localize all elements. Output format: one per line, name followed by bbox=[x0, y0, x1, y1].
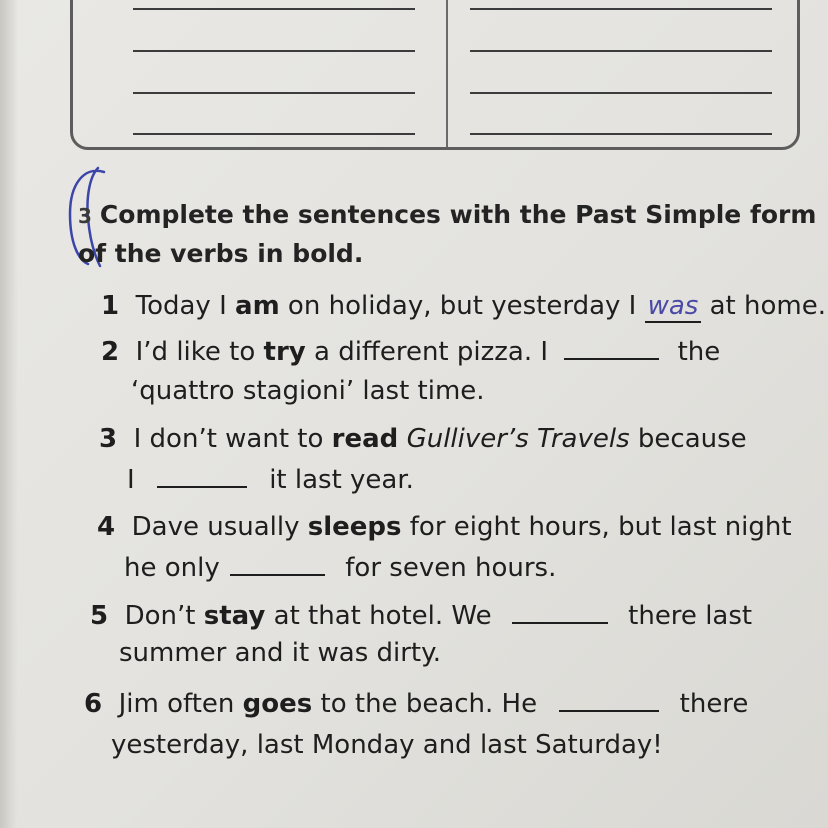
sentence-5-line-2: summer and it was dirty. bbox=[119, 638, 442, 668]
sentence-2-line-2: ‘quattro stagioni’ last time. bbox=[131, 376, 485, 406]
write-line[interactable] bbox=[470, 92, 772, 94]
bold-verb: am bbox=[235, 291, 280, 321]
sentence-number: 3 bbox=[99, 424, 118, 454]
sentence-number: 5 bbox=[90, 601, 109, 631]
answer-box bbox=[70, 0, 800, 150]
sentence-number: 4 bbox=[97, 512, 116, 542]
book-title: Gulliver’s Travels bbox=[406, 424, 630, 454]
write-line[interactable] bbox=[470, 50, 772, 52]
write-line[interactable] bbox=[133, 50, 415, 52]
bold-verb: sleeps bbox=[307, 512, 402, 542]
sentence-5: 5 Don’t stay at that hotel. We there last bbox=[90, 594, 752, 637]
handwritten-answer: was bbox=[647, 291, 699, 321]
sentence-number: 6 bbox=[84, 689, 103, 719]
sentence-2: 2 I’d like to try a different pizza. I the bbox=[101, 330, 720, 373]
sentence-3: 3 I don’t want to read Gulliver’s Travels because bbox=[99, 424, 747, 454]
answer-blank[interactable] bbox=[230, 546, 325, 576]
bold-verb: stay bbox=[203, 601, 266, 631]
write-line[interactable] bbox=[470, 133, 772, 135]
answer-blank[interactable] bbox=[645, 291, 702, 323]
instruction-line-2: of the verbs in bold. bbox=[78, 239, 364, 268]
sentence-6-line-2: yesterday, last Monday and last Saturday! bbox=[111, 730, 663, 760]
write-line[interactable] bbox=[133, 8, 415, 10]
book-spine-shadow bbox=[0, 0, 18, 828]
write-line[interactable] bbox=[470, 8, 772, 10]
exercise-instructions bbox=[78, 196, 816, 272]
answer-blank[interactable] bbox=[512, 594, 608, 624]
box-divider bbox=[446, 0, 448, 147]
instruction-line-1: Complete the sentences with the Past Simple form bbox=[99, 200, 817, 229]
answer-blank[interactable] bbox=[559, 682, 659, 712]
answer-blank[interactable] bbox=[157, 458, 247, 488]
sentence-4: 4 Dave usually sleeps for eight hours, but last night bbox=[97, 512, 792, 542]
sentence-6: 6 Jim often goes to the beach. He there bbox=[84, 682, 748, 725]
bold-verb: goes bbox=[242, 689, 313, 719]
answer-blank[interactable] bbox=[564, 330, 659, 360]
write-line[interactable] bbox=[133, 133, 415, 135]
sentence-1: 1 Today I am on holiday, but yesterday I was at home. bbox=[101, 291, 826, 321]
bold-verb: try bbox=[263, 337, 306, 367]
sentence-4-line-2: he only for seven hours. bbox=[124, 546, 556, 589]
exercise-number: 3 bbox=[78, 204, 92, 228]
sentence-number: 1 bbox=[101, 291, 120, 321]
sentence-number: 2 bbox=[101, 337, 120, 367]
sentence-3-line-2: I it last year. bbox=[127, 458, 414, 501]
write-line[interactable] bbox=[133, 92, 415, 94]
bold-verb: read bbox=[331, 424, 399, 454]
